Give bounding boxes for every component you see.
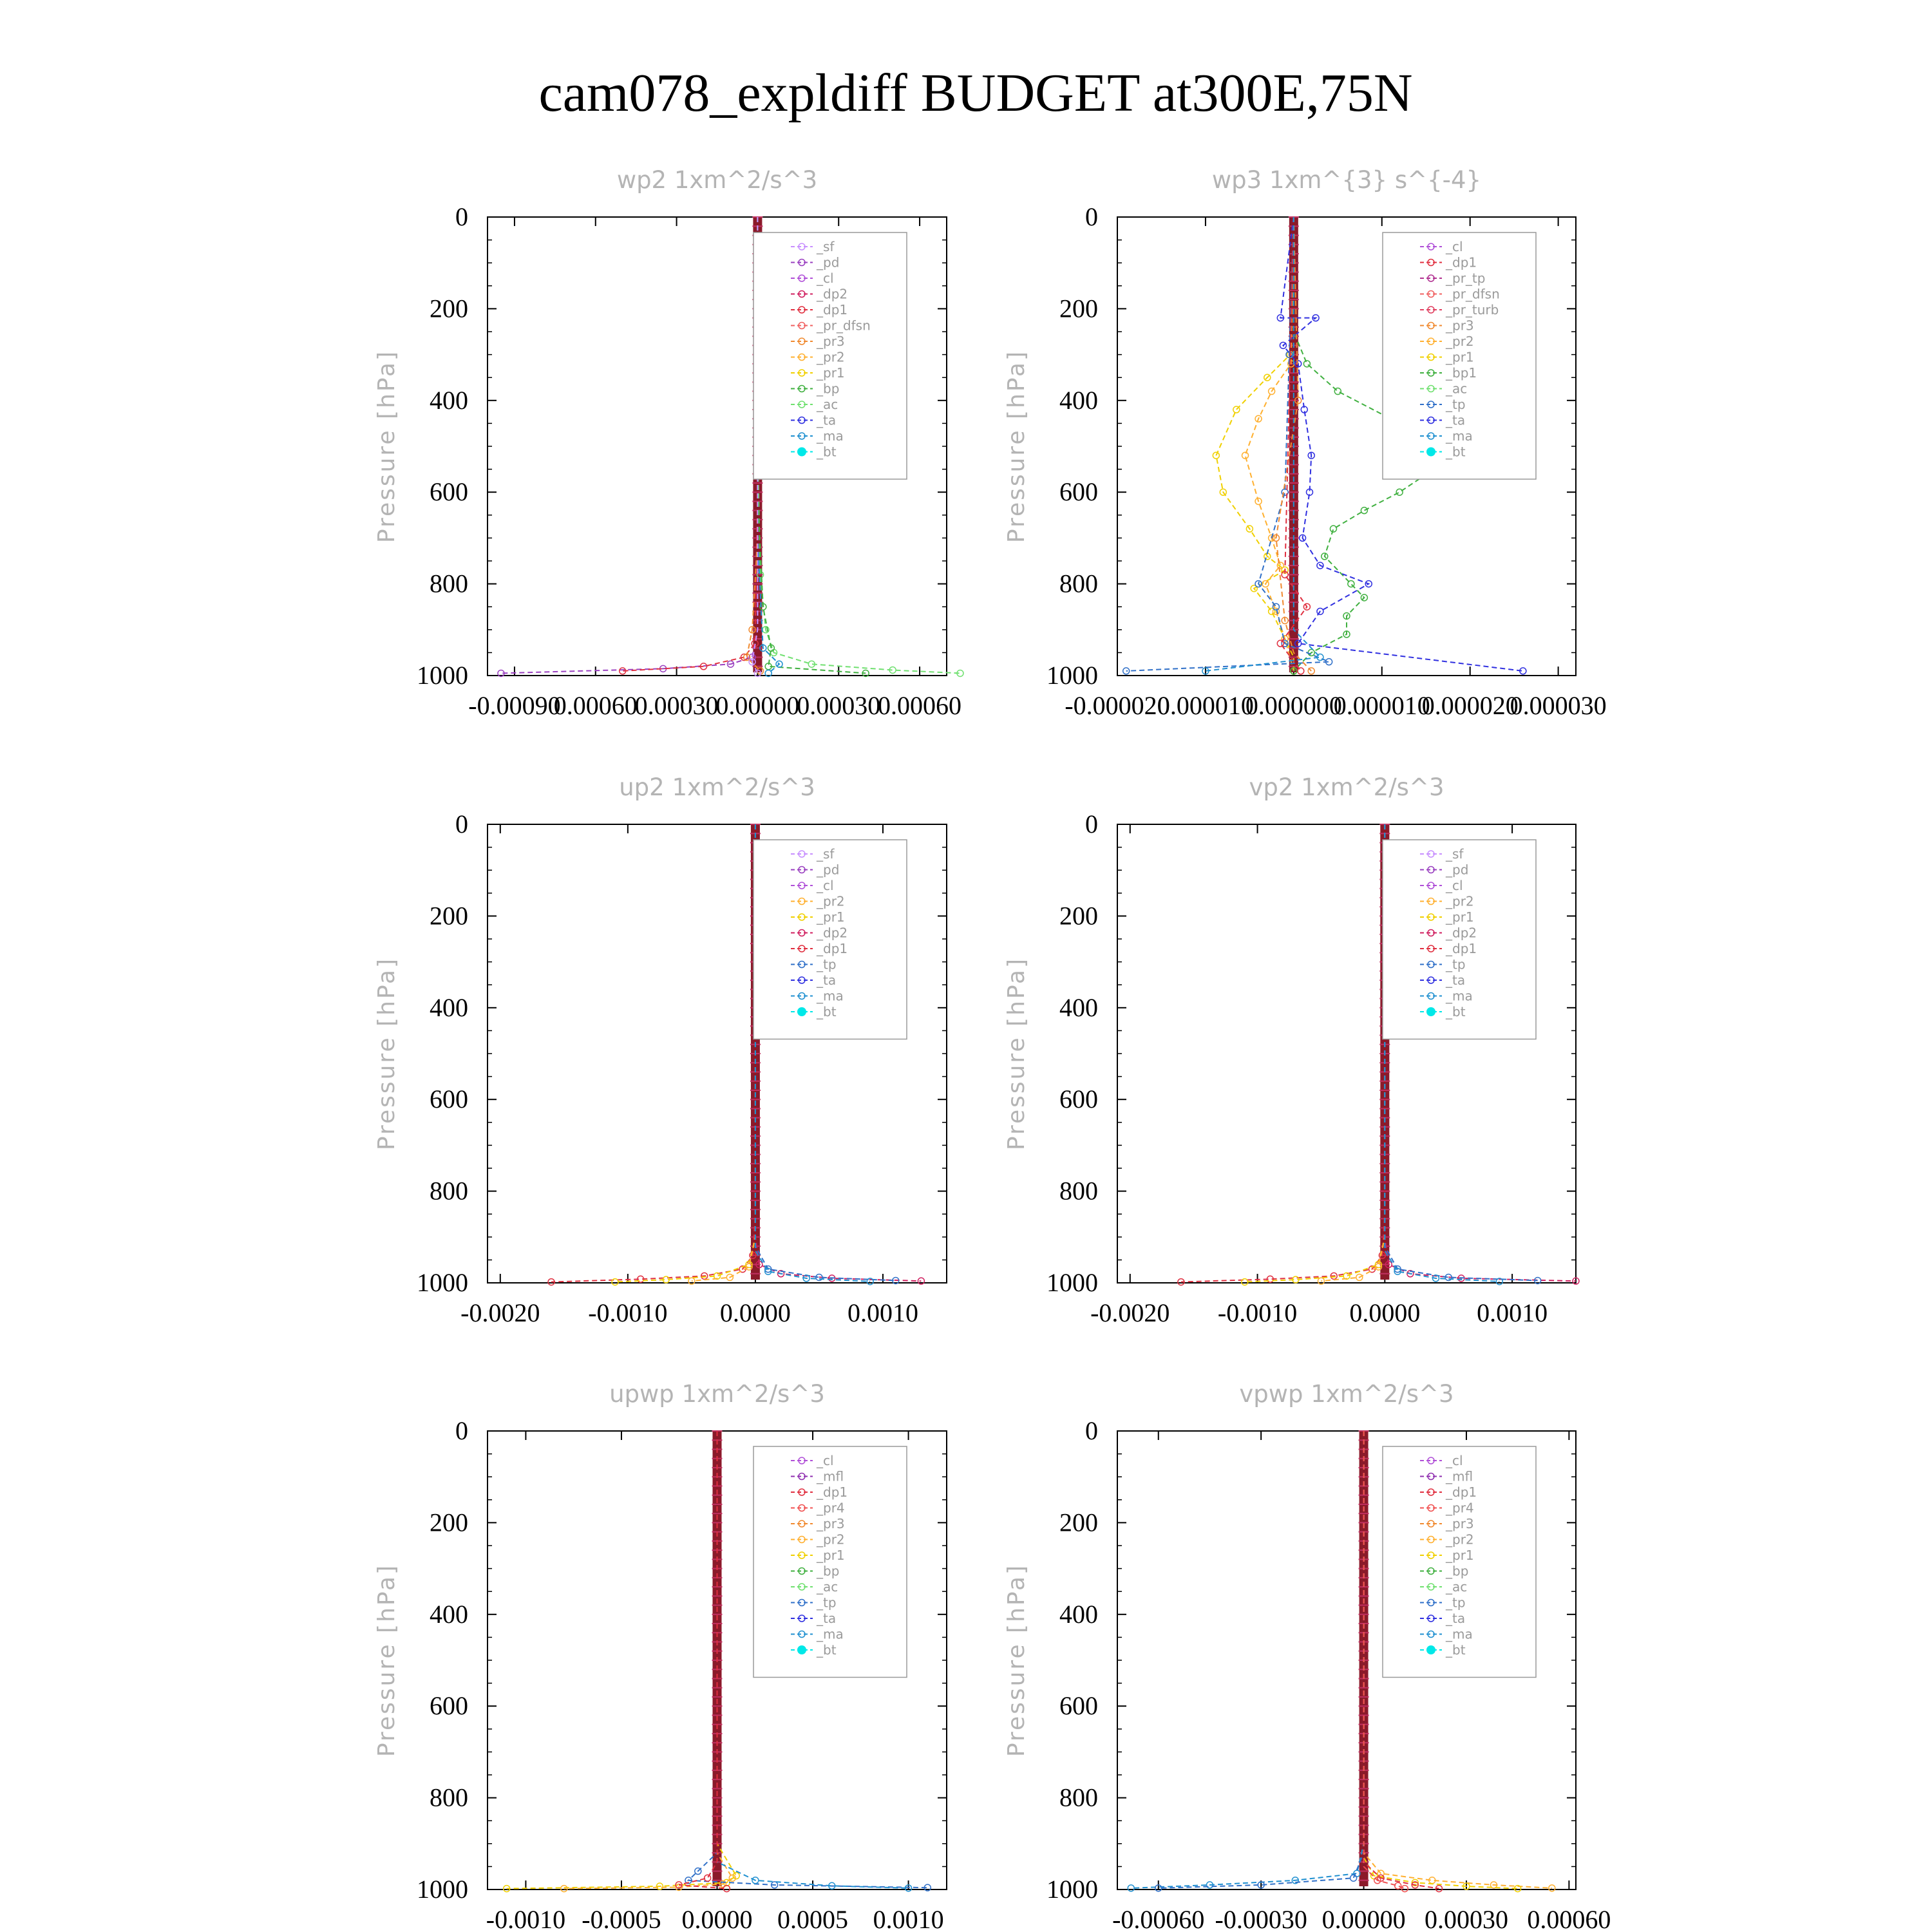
y-axis-label: Pressure [hPa]	[374, 1563, 400, 1757]
x-tick-label: 0.00030	[1424, 1905, 1508, 1932]
x-tick-label: 0.0000	[719, 1298, 791, 1327]
legend-label: _tp	[1446, 397, 1466, 412]
x-tick-label: 0.0010	[873, 1905, 944, 1932]
x-tick-label: 0.00000	[1321, 1905, 1406, 1932]
y-tick-label: 1000	[417, 1875, 468, 1904]
legend-label: _pr1	[817, 365, 845, 381]
x-tick-label: 0.0000	[1349, 1298, 1421, 1327]
legend-label: _mfl	[1446, 1468, 1473, 1484]
legend-label: _pr3	[817, 334, 845, 349]
x-tick-label: -0.00060	[1112, 1905, 1205, 1932]
legend-label: _bt	[817, 444, 837, 460]
y-tick-label: 1000	[1046, 1268, 1098, 1297]
x-tick-label: 0.000000	[1245, 691, 1342, 720]
y-tick-label: 600	[430, 1691, 468, 1721]
panel-title: upwp 1xm^2/s^3	[609, 1380, 825, 1408]
legend-label: _ta	[1446, 1611, 1466, 1626]
legend-label: _bt	[1446, 1004, 1466, 1019]
legend-label: _bt	[1446, 444, 1466, 460]
legend-marker	[797, 448, 806, 457]
x-tick-label: 0.00000	[715, 691, 800, 720]
legend-label: _pd	[817, 254, 840, 270]
legend-label: _ma	[1446, 988, 1473, 1004]
y-axis-label: Pressure [hPa]	[374, 349, 400, 544]
legend-label: _pr2	[817, 349, 845, 365]
x-tick-label: 0.000030	[1510, 691, 1607, 720]
x-tick-label: 0.00030	[634, 691, 719, 720]
y-tick-label: 200	[1059, 294, 1098, 323]
legend	[1383, 232, 1536, 479]
y-tick-label: 0	[1085, 1416, 1098, 1445]
legend-label: _pr1	[1446, 1548, 1474, 1563]
y-tick-label: 1000	[1046, 661, 1098, 690]
y-tick-label: 200	[430, 294, 468, 323]
y-tick-label: 400	[430, 1599, 468, 1629]
legend-label: _ac	[817, 397, 838, 412]
legend-label: _pr_dfsn	[1446, 286, 1500, 302]
y-tick-label: 400	[1059, 385, 1098, 415]
legend-label: _pr1	[1446, 909, 1474, 925]
legend-label: _ta	[817, 1611, 837, 1626]
legend-label: _cl	[1446, 239, 1463, 254]
x-tick-label: -0.000020	[1065, 691, 1170, 720]
x-tick-label: 0.000020	[1421, 691, 1519, 720]
panel-title: vp2 1xm^2/s^3	[1249, 773, 1444, 801]
legend-label: _dp1	[1446, 254, 1477, 270]
legend	[753, 1446, 907, 1678]
x-tick-label: -0.0010	[486, 1905, 566, 1932]
legend-label: _dp1	[817, 302, 848, 317]
legend-marker	[1426, 1645, 1435, 1654]
y-tick-label: 800	[1059, 569, 1098, 598]
x-tick-label: -0.0010	[1217, 1298, 1298, 1327]
panel-title: vpwp 1xm^2/s^3	[1239, 1380, 1454, 1408]
legend-label: _dp1	[817, 1484, 848, 1500]
y-tick-label: 800	[1059, 1783, 1098, 1812]
x-tick-label: -0.0005	[582, 1905, 661, 1932]
panel-title: wp2 1xm^2/s^3	[616, 166, 818, 194]
legend	[753, 840, 907, 1039]
legend-label: _tp	[1446, 1595, 1466, 1611]
y-tick-label: 0	[455, 202, 468, 231]
y-tick-label: 800	[1059, 1176, 1098, 1206]
legend-label: _ta	[1446, 972, 1466, 988]
figure-title: cam078_expldiff BUDGET at300E,75N	[538, 63, 1413, 123]
y-axis-label: Pressure [hPa]	[1003, 956, 1030, 1151]
y-tick-label: 800	[430, 1176, 468, 1206]
legend-label: _pr2	[817, 893, 845, 909]
legend-label: _bp	[817, 1563, 840, 1579]
legend-label: _pr3	[1446, 317, 1474, 334]
y-tick-label: 1000	[417, 1268, 468, 1297]
legend-label: _ac	[1446, 1579, 1468, 1595]
x-tick-label: 0.00060	[553, 691, 638, 720]
y-axis-label: Pressure [hPa]	[1003, 349, 1030, 544]
y-tick-label: 600	[430, 477, 468, 507]
x-tick-label: -0.00090	[468, 691, 561, 720]
legend-label: _ma	[1446, 428, 1473, 444]
y-tick-label: 800	[430, 569, 468, 598]
legend	[1383, 1446, 1536, 1678]
legend-label: _ta	[1446, 412, 1466, 428]
legend-label: _dp2	[817, 286, 848, 302]
legend-label: _dp1	[1446, 941, 1477, 956]
legend-label: _cl	[817, 878, 834, 893]
legend-label: _bt	[817, 1004, 837, 1019]
x-tick-label: -0.0020	[460, 1298, 540, 1327]
legend-label: _pr4	[1446, 1500, 1474, 1516]
y-tick-label: 0	[455, 810, 468, 838]
legend-marker	[797, 1007, 806, 1016]
legend-marker	[1426, 1007, 1435, 1016]
legend-label: _cl	[1446, 1453, 1463, 1468]
y-tick-label: 400	[430, 992, 468, 1022]
x-tick-label: 0.00060	[878, 691, 962, 720]
legend-marker	[797, 1645, 806, 1654]
y-axis-label: Pressure [hPa]	[374, 956, 400, 1151]
legend-label: _sf	[817, 239, 835, 254]
legend-label: _pr3	[1446, 1516, 1474, 1531]
legend-label: _pr3	[817, 1516, 845, 1531]
y-tick-label: 200	[430, 1508, 468, 1537]
legend-label: _ma	[1446, 1626, 1473, 1642]
legend-label: _ma	[817, 1626, 844, 1642]
legend-label: _ac	[817, 1579, 838, 1595]
y-tick-label: 200	[430, 901, 468, 931]
legend-label: _pr1	[1446, 349, 1474, 365]
legend	[753, 232, 907, 479]
y-tick-label: 0	[1085, 202, 1098, 231]
legend-label: _ta	[817, 412, 837, 428]
legend-label: _dp2	[1446, 925, 1477, 941]
legend-label: _ma	[817, 988, 844, 1004]
legend-label: _bp	[1446, 1563, 1469, 1579]
x-tick-label: 0.0010	[1477, 1298, 1548, 1327]
x-tick-label: 0.0000	[681, 1905, 753, 1932]
y-tick-label: 600	[430, 1084, 468, 1114]
legend-label: _pr2	[1446, 1531, 1474, 1548]
legend-label: _dp1	[1446, 1484, 1477, 1500]
y-tick-label: 600	[1059, 1691, 1098, 1721]
x-tick-label: 0.0010	[847, 1298, 918, 1327]
legend-label: _ta	[817, 972, 837, 988]
x-tick-label: -0.0020	[1090, 1298, 1170, 1327]
legend-label: _cl	[817, 1453, 834, 1468]
y-tick-label: 0	[1085, 810, 1098, 838]
legend-label: _tp	[817, 1595, 837, 1611]
legend-label: _dp1	[817, 941, 848, 956]
legend-label: _pr1	[817, 909, 845, 925]
legend-label: _tp	[817, 956, 837, 972]
legend-label: _bt	[1446, 1642, 1466, 1658]
legend-label: _cl	[1446, 878, 1463, 893]
legend-label: _tp	[1446, 956, 1466, 972]
y-tick-label: 1000	[417, 661, 468, 690]
legend-label: _pr_tp	[1446, 270, 1486, 286]
x-tick-label: 0.000010	[1157, 691, 1254, 720]
y-tick-label: 1000	[1046, 1875, 1098, 1904]
y-tick-label: 400	[1059, 1599, 1098, 1629]
legend	[1383, 840, 1536, 1039]
legend-label: _pr2	[817, 1531, 845, 1548]
legend-label: _bp1	[1446, 365, 1477, 381]
x-tick-label: -0.0010	[588, 1298, 668, 1327]
panel-title: up2 1xm^2/s^3	[619, 773, 815, 801]
legend-label: _pd	[817, 862, 840, 878]
x-tick-label: 0.00060	[1527, 1905, 1611, 1932]
y-tick-label: 800	[430, 1783, 468, 1812]
y-tick-label: 600	[1059, 1084, 1098, 1114]
legend-label: _sf	[817, 846, 835, 862]
y-tick-label: 0	[455, 1416, 468, 1445]
x-tick-label: 0.00030	[797, 691, 881, 720]
legend-label: _mfl	[817, 1468, 844, 1484]
legend-label: _pr_turb	[1446, 302, 1499, 317]
legend-label: _pr4	[817, 1500, 845, 1516]
y-tick-label: 600	[1059, 477, 1098, 507]
x-tick-label: 0.0005	[777, 1905, 849, 1932]
legend-label: _pr2	[1446, 334, 1474, 349]
legend-label: _bt	[817, 1642, 837, 1658]
y-axis-label: Pressure [hPa]	[1003, 1563, 1030, 1757]
x-tick-label: 0.000010	[1333, 691, 1430, 720]
panel-title: wp3 1xm^{3} s^{-4}	[1211, 166, 1482, 194]
legend-label: _dp2	[817, 925, 848, 941]
y-tick-label: 400	[1059, 992, 1098, 1022]
legend-label: _sf	[1446, 846, 1464, 862]
legend-label: _ac	[1446, 381, 1468, 397]
y-tick-label: 200	[1059, 901, 1098, 931]
legend-label: _ma	[817, 428, 844, 444]
legend-marker	[1426, 448, 1435, 457]
x-tick-label: -0.00030	[1215, 1905, 1307, 1932]
legend-label: _pd	[1446, 862, 1469, 878]
y-tick-label: 400	[430, 385, 468, 415]
legend-label: _cl	[817, 270, 834, 286]
legend-label: _pr_dfsn	[817, 317, 871, 334]
y-tick-label: 200	[1059, 1508, 1098, 1537]
legend-label: _bp	[817, 381, 840, 397]
legend-label: _pr1	[817, 1548, 845, 1563]
legend-label: _pr2	[1446, 893, 1474, 909]
